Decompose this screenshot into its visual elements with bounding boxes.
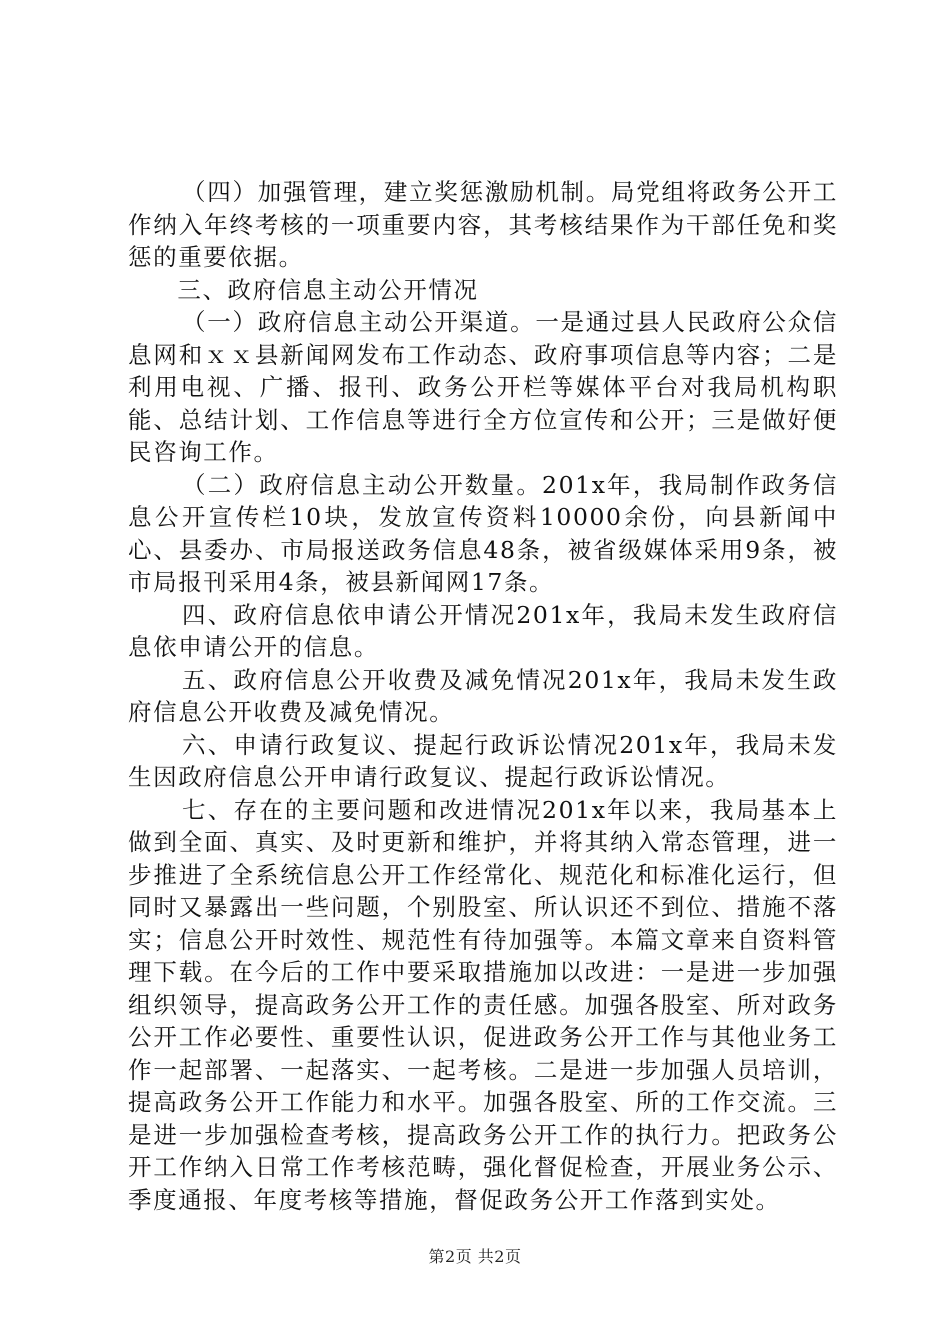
section-heading-proactive-disclosure: 三、政府信息主动公开情况 (177, 275, 479, 304)
paragraph-administrative-review: 六、申请行政复议、提起行政诉讼情况201x年，我局未发生因政府信息公开申请行政复议、提起行政诉讼情况。 (128, 730, 838, 791)
page-footer: 第2页 共2页 (428, 1247, 522, 1266)
document-body (128, 176, 838, 1216)
paragraph-fees-and-waivers: 五、政府信息公开收费及减免情况201x年，我局未发生政府信息公开收费及减免情况。 (128, 665, 838, 726)
paragraph-application-disclosure: 四、政府信息依申请公开情况201x年，我局未发生政府信息依申请公开的信息。 (128, 600, 838, 661)
paragraph-incentive-mechanism: （四）加强管理，建立奖惩激励机制。局党组将政务公开工作纳入年终考核的一项重要内容，其考核结果作为干部任免和奖惩的重要依据。 (128, 178, 838, 271)
paragraph-disclosure-quantity: （二）政府信息主动公开数量。201x年，我局制作政务信息公开宣传栏10块，发放宣传资料10000余份，向县新闻中心、县委办、市局报送政务信息48条，被省级媒体采用9条，被市局报刊采用4条，被县新闻网17条。 (128, 470, 838, 596)
paragraph-problems-and-improvements: 七、存在的主要问题和改进情况201x年以来，我局基本上做到全面、真实、及时更新和维护，并将其纳入常态管理，进一步推进了全系统信息公开工作经常化、规范化和标准化运行，但同时又暴露出一些问题，个别股室、所认识还不到位、措施不落实；信息公开时效性、规范性有待加强等。本篇文章来自资料管理下载。在今后的工作中要采取措施加以改进：一是进一步加强组织领导，提高政务公开工作的责任感。加强各股室、所对政务公开工作必要性、重要性认识，促进政务公开工作与其他业务工作一起部署、一起落实、一起考核。二是进一步加强人员培训，提高政务公开工作能力和水平。加强各股室、所的工作交流。三是进一步加强检查考核，提高政务公开工作的执行力。把政务公开工作纳入日常工作考核范畴，强化督促检查，开展业务公示、季度通报、年度考核等措施，督促政务公开工作落到实处。 (128, 795, 838, 1214)
paragraph-disclosure-channels: （一）政府信息主动公开渠道。一是通过县人民政府公众信息网和ｘｘ县新闻网发布工作动态、政府事项信息等内容；二是利用电视、广播、报刊、政务公开栏等媒体平台对我局机构职能、总结计划、工作信息等进行全方位宣传和公开；三是做好便民咨询工作。 (128, 308, 838, 466)
